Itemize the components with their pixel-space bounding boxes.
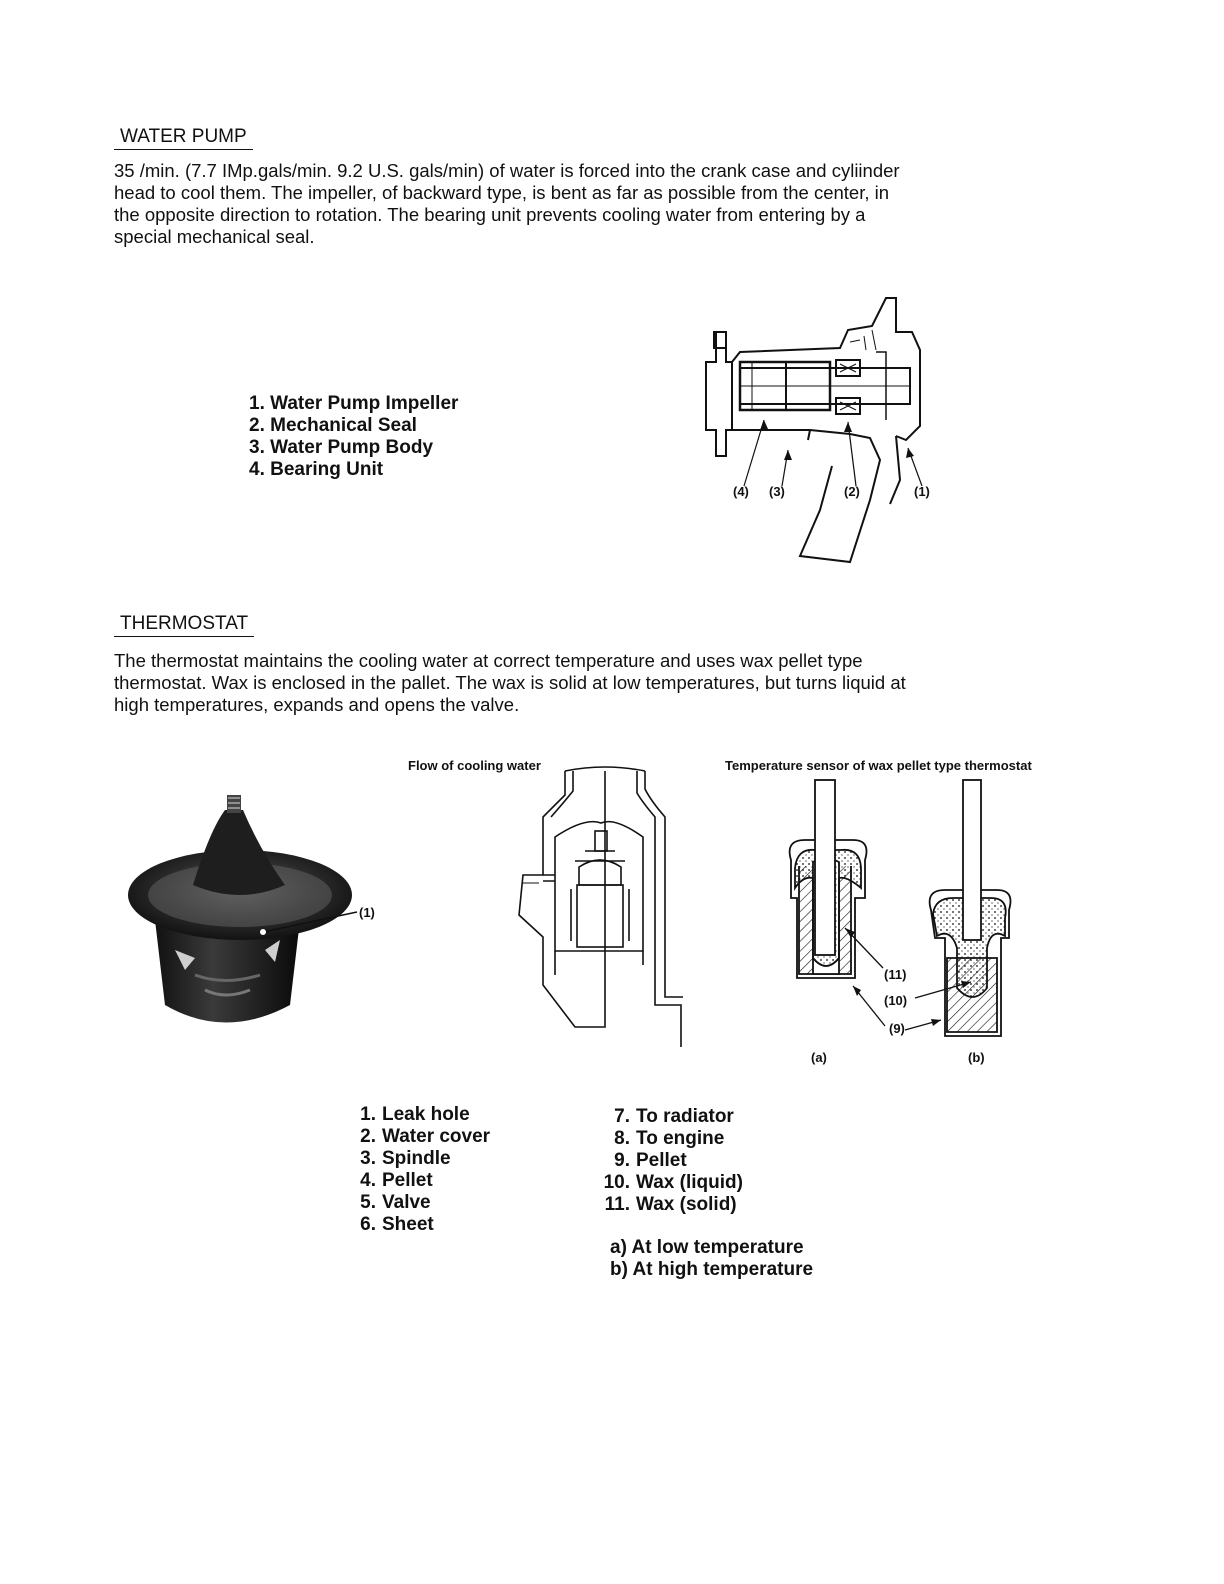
legend-item: 1. Leak hole <box>360 1104 470 1125</box>
water-pump-paragraph <box>114 160 900 248</box>
legend-item: 9. Pellet <box>614 1150 687 1171</box>
thermostat-heading: THERMOSTAT <box>114 613 254 637</box>
legend-item: 4. Bearing Unit <box>249 459 384 480</box>
legend-item: 7. To radiator <box>614 1106 734 1127</box>
thermostat-legend-right <box>596 1106 743 1216</box>
flow-diagram <box>515 765 690 1055</box>
legend-item: 6. Sheet <box>360 1214 434 1235</box>
water-pump-heading: WATER PUMP <box>114 126 253 150</box>
legend-item: 2. Mechanical Seal <box>249 415 417 436</box>
paragraph-line: the opposite direction to rotation. The bearing unit prevents cooling water from entering by a <box>114 204 866 225</box>
legend-item: 2. Water cover <box>360 1126 491 1147</box>
legend-item: 1. Water Pump Impeller <box>249 393 459 414</box>
sensor-state-a: (a) <box>811 1050 827 1065</box>
paragraph-line: high temperatures, expands and opens the valve. <box>114 694 520 715</box>
sensor-callout-11: (11) <box>884 967 907 982</box>
legend-item: 11. Wax (solid) <box>604 1194 737 1215</box>
paragraph-line: 35 /min. (7.7 IMp.gals/min. 9.2 U.S. gals/min) of water is forced into the crank case and cyliinder <box>114 160 900 181</box>
legend-item: 10. Wax (liquid) <box>603 1172 743 1193</box>
legend-item: 3. Spindle <box>360 1148 451 1169</box>
pump-callout-1: (1) <box>914 484 930 499</box>
thermostat-conditions <box>610 1237 813 1281</box>
paragraph-line: The thermostat maintains the cooling water at correct temperature and uses wax pellet type <box>114 650 863 671</box>
paragraph-line: head to cool them. The impeller, of backward type, is bent as far as possible from the center, in <box>114 182 890 203</box>
condition-item: b) At high temperature <box>610 1259 814 1280</box>
water-pump-diagram <box>700 290 940 580</box>
sensor-callout-9: (9) <box>889 1021 905 1036</box>
sensor-caption: Temperature sensor of wax pellet type thermostat <box>725 758 1032 773</box>
legend-item: 5. Valve <box>360 1192 431 1213</box>
photo-callout-1: (1) <box>359 905 375 920</box>
paragraph-line: special mechanical seal. <box>114 226 315 247</box>
pump-callout-3: (3) <box>769 484 785 499</box>
legend-item: 3. Water Pump Body <box>249 437 434 458</box>
flow-caption: Flow of cooling water <box>408 758 541 773</box>
sensor-state-b: (b) <box>968 1050 985 1065</box>
paragraph-line: thermostat. Wax is enclosed in the pallet. The wax is solid at low temperatures, but turns liquid at <box>114 672 906 693</box>
legend-item: 4. Pellet <box>360 1170 433 1191</box>
water-pump-legend <box>249 393 458 481</box>
thermostat-paragraph <box>114 650 906 716</box>
pump-callout-2: (2) <box>844 484 860 499</box>
pump-callout-4: (4) <box>733 484 749 499</box>
thermostat-legend-left <box>342 1104 490 1236</box>
sensor-callout-10: (10) <box>884 993 908 1008</box>
legend-item: 8. To engine <box>614 1128 725 1149</box>
thermostat-photo <box>125 790 395 1040</box>
condition-item: a) At low temperature <box>610 1237 804 1258</box>
